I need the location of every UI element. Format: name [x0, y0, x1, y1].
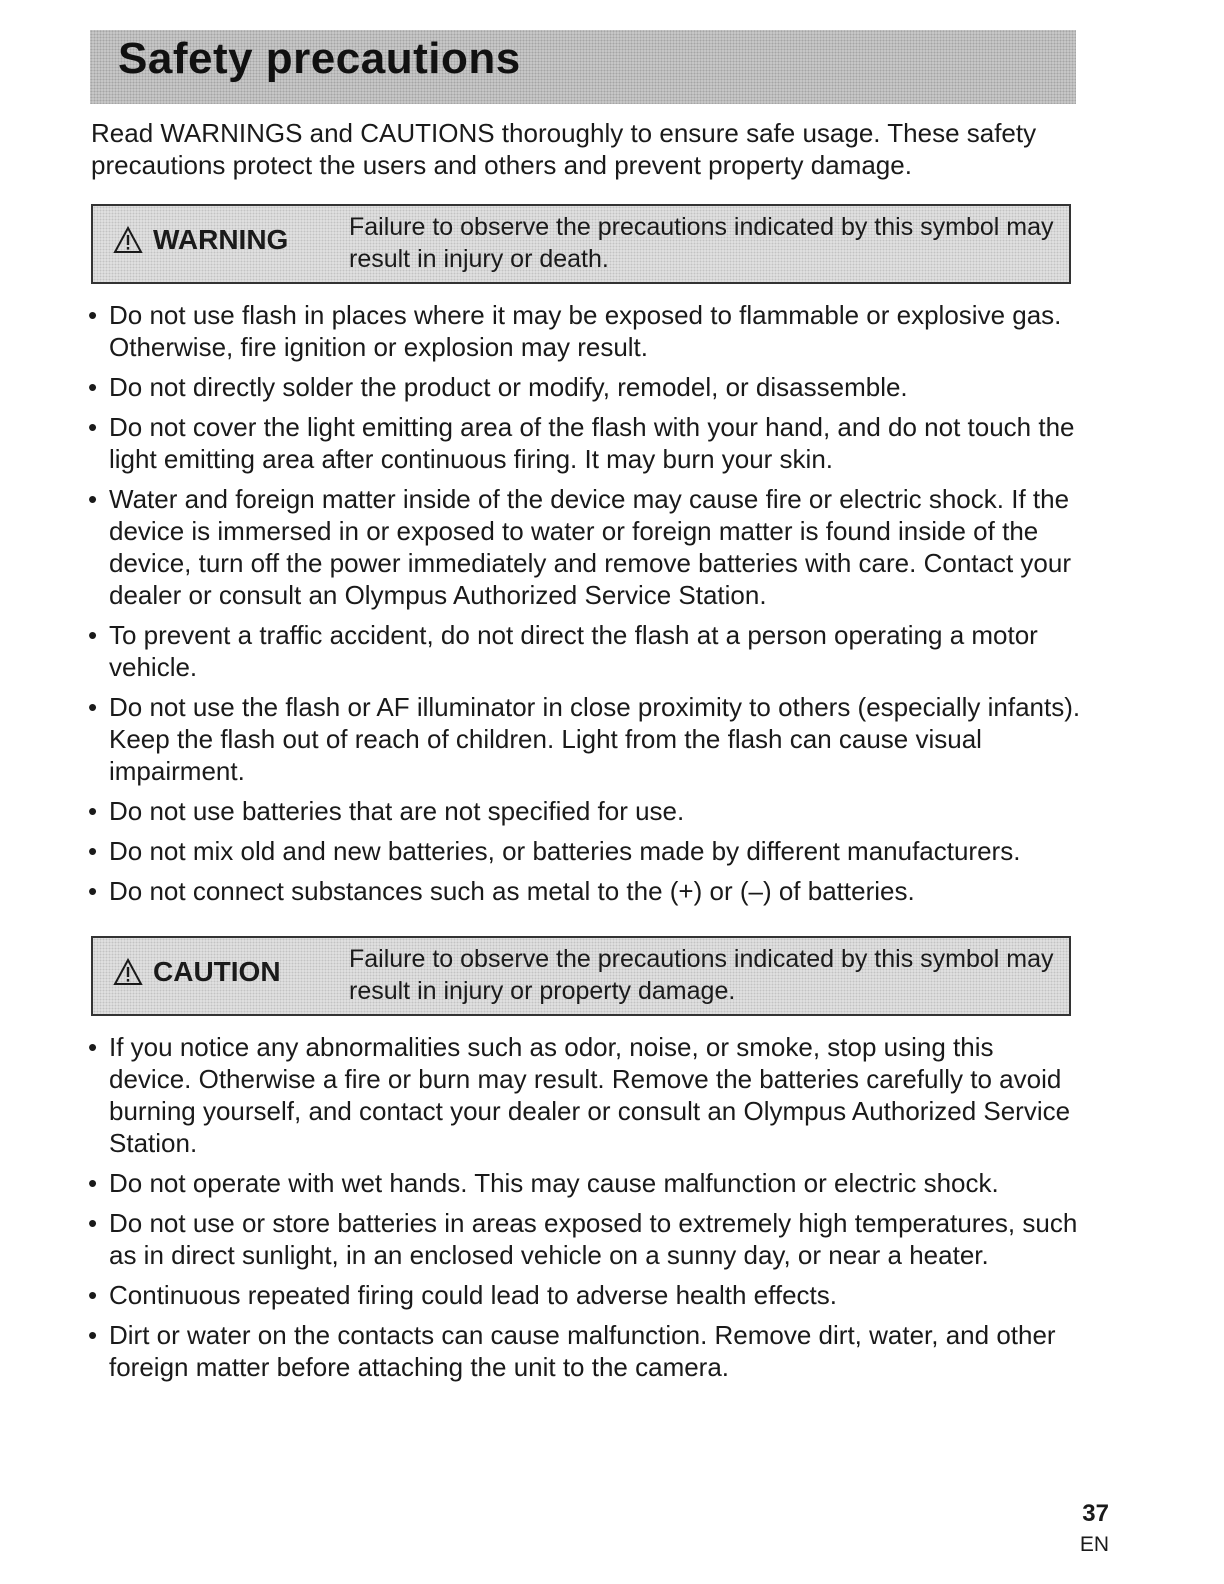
- caution-label: CAUTION: [153, 956, 281, 987]
- warning-label-group: [113, 224, 288, 256]
- list-item: • Water and foreign matter inside of the device may cause fire or electric shock. If the device is immersed in or exposed to water or foreign matter is found inside of the device, turn off the power immediately and remove batteries with care. Contact your dealer or consult an Olympus Authorized Service Station.: [91, 483, 1081, 611]
- title-bar: [90, 30, 1076, 104]
- list-item: • Do not operate with wet hands. This may cause malfunction or electric shock.: [91, 1167, 1081, 1199]
- warning-box: [91, 204, 1071, 284]
- warning-triangle-icon: [113, 958, 143, 986]
- list-item: • To prevent a traffic accident, do not direct the flash at a person operating a motor vehicle.: [91, 619, 1081, 683]
- caution-list: [91, 1031, 1081, 1391]
- list-item: • Do not connect substances such as metal to the (+) or (–) of batteries.: [91, 875, 1081, 907]
- list-item: • Do not use or store batteries in areas exposed to extremely high temperatures, such as in direct sunlight, in an enclosed vehicle on a sunny day, or near a heater.: [91, 1207, 1081, 1271]
- page-title: Safety precautions: [118, 34, 521, 83]
- warning-list: [91, 299, 1081, 915]
- list-item: • Dirt or water on the contacts can cause malfunction. Remove dirt, water, and other foreign matter before attaching the unit to the camera.: [91, 1319, 1081, 1383]
- warning-text: Failure to observe the precautions indicated by this symbol may result in injury or death.: [349, 213, 1054, 273]
- warning-triangle-icon: [113, 226, 143, 254]
- list-item: • Continuous repeated firing could lead to adverse health effects.: [91, 1279, 1081, 1311]
- list-item: • Do not use the flash or AF illuminator in close proximity to others (especially infants). Keep the flash out of reach of children. Light from the flash can cause visual impairment.: [91, 691, 1081, 787]
- caution-text: Failure to observe the precautions indicated by this symbol may result in injury or property damage.: [349, 945, 1054, 1005]
- intro-paragraph: Read WARNINGS and CAUTIONS thoroughly to ensure safe usage. These safety precautions protect the users and others and prevent property damage.: [91, 118, 1037, 180]
- list-item: • If you notice any abnormalities such as odor, noise, or smoke, stop using this device. Otherwise a fire or burn may result. Remove the batteries carefully to avoid burning yourself, and contact your dealer or consult an Olympus Authorized Service Station.: [91, 1031, 1081, 1159]
- list-item: • Do not mix old and new batteries, or batteries made by different manufacturers.: [91, 835, 1081, 867]
- caution-box: [91, 936, 1071, 1016]
- caution-label-group: [113, 956, 281, 988]
- list-item: • Do not directly solder the product or modify, remodel, or disassemble.: [91, 371, 1081, 403]
- list-item: • Do not cover the light emitting area of the flash with your hand, and do not touch the light emitting area after continuous firing. It may burn your skin.: [91, 411, 1081, 475]
- list-item: • Do not use batteries that are not specified for use.: [91, 795, 1081, 827]
- page-number: 37: [1082, 1500, 1109, 1527]
- warning-label: WARNING: [153, 224, 289, 255]
- page-language: EN: [1079, 1533, 1109, 1556]
- list-item: • Do not use flash in places where it may be exposed to flammable or explosive gas. Otherwise, fire ignition or explosion may result.: [91, 299, 1081, 363]
